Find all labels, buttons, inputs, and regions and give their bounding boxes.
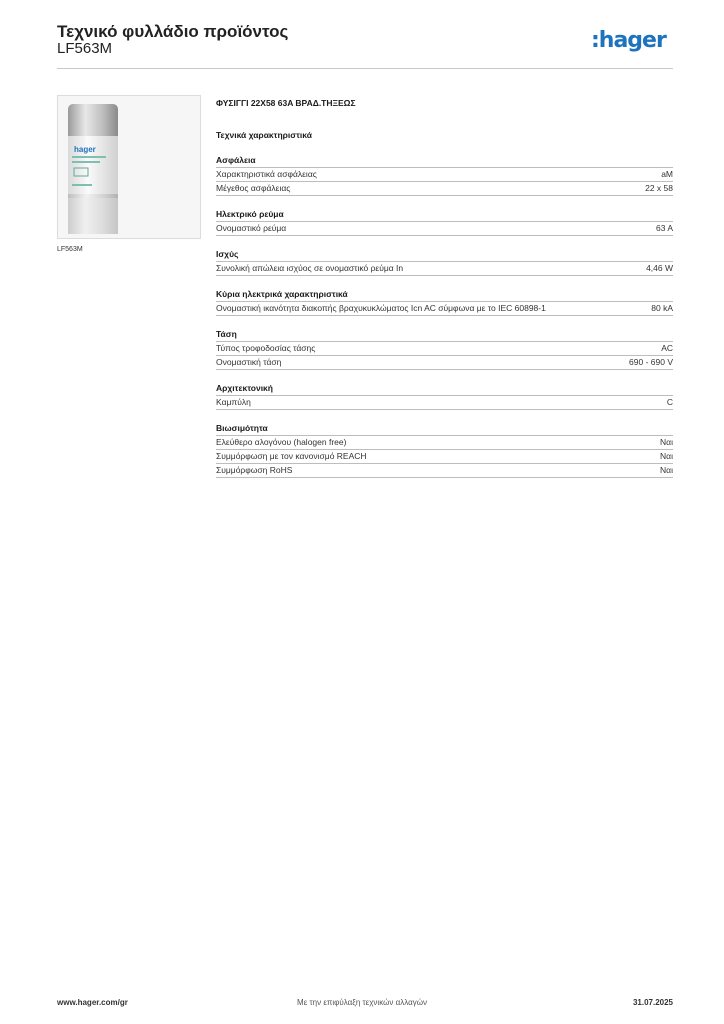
section-title: Βιωσιμότητα [216,422,673,436]
spec-label: Τύπος τροφοδοσίας τάσης [216,343,316,353]
footer-website-link[interactable]: www.hager.com/gr [57,998,128,1007]
spec-row [216,356,673,370]
spec-row [216,302,673,316]
fuse-illustration [58,96,200,238]
spec-label: Ονομαστικό ρεύμα [216,223,287,233]
spec-section [216,288,673,316]
spec-value: Ναι [660,437,673,447]
spec-content [216,98,673,478]
fuse-brand-label: hager [74,145,96,154]
product-name: ΦΥΣΙΓΓΙ 22X58 63A ΒΡΑΔ.ΤΗΞΕΩΣ [216,98,356,108]
section-title: Ηλεκτρικό ρεύμα [216,208,673,222]
spec-label: Ελεύθερο αλογόνου (halogen free) [216,437,347,447]
section-title: Ισχύς [216,248,673,262]
spec-label: Συμμόρφωση RoHS [216,465,293,475]
spec-section [216,208,673,236]
spec-value: AC [661,343,673,353]
spec-row [216,222,673,236]
spec-value: 63 A [655,223,673,233]
spec-value: 22 x 58 [645,183,673,193]
spec-section [216,248,673,276]
spec-row [216,182,673,196]
footer-disclaimer: Με την επιφύλαξη τεχνικών αλλαγών [297,998,427,1007]
spec-value: Ναι [660,451,673,461]
spec-label: Συνολική απώλεια ισχύος σε ονομαστικό ρεύμα In [216,263,404,273]
hager-logo: :hager [591,28,666,53]
spec-row [216,464,673,478]
spec-label: Ονομαστική ικανότητα διακοπής βραχυκυκλώματος Icn AC σύμφωνα με το IEC 60898-1 [216,303,546,313]
spec-label: Ονομαστική τάση [216,357,282,367]
spec-section [216,422,673,478]
spec-section [216,382,673,410]
spec-label: Καμπύλη [216,397,251,407]
spec-label: Μέγεθος ασφάλειας [216,183,291,193]
spec-value: 4,46 W [646,263,673,273]
spec-label: Χαρακτηριστικά ασφάλειας [216,169,317,179]
spec-value: C [666,397,673,407]
spec-section [216,328,673,370]
footer-date: 31.07.2025 [632,998,673,1007]
spec-row [216,262,673,276]
spec-label: Συμμόρφωση με τον κανονισμό REACH [216,451,367,461]
spec-row [216,168,673,182]
spec-value: 80 kA [651,303,673,313]
product-image [57,95,201,239]
section-title: Ασφάλεια [216,154,673,168]
section-title: Κύρια ηλεκτρικά χαρακτηριστικά [216,288,673,302]
product-code-heading: LF563M [57,40,113,57]
header-divider [57,68,673,69]
spec-row [216,436,673,450]
spec-section [216,154,673,196]
page-title: Τεχνικό φυλλάδιο προϊόντος [57,22,289,41]
technical-heading: Τεχνικά χαρακτηριστικά [216,130,312,140]
spec-value: Ναι [660,465,673,475]
spec-row [216,396,673,410]
spec-value: 690 - 690 V [629,357,673,367]
spec-row [216,342,673,356]
spec-row [216,450,673,464]
section-title: Τάση [216,328,673,342]
section-title: Αρχιτεκτονική [216,382,673,396]
spec-value: aM [661,169,673,179]
image-caption: LF563M [57,246,83,253]
